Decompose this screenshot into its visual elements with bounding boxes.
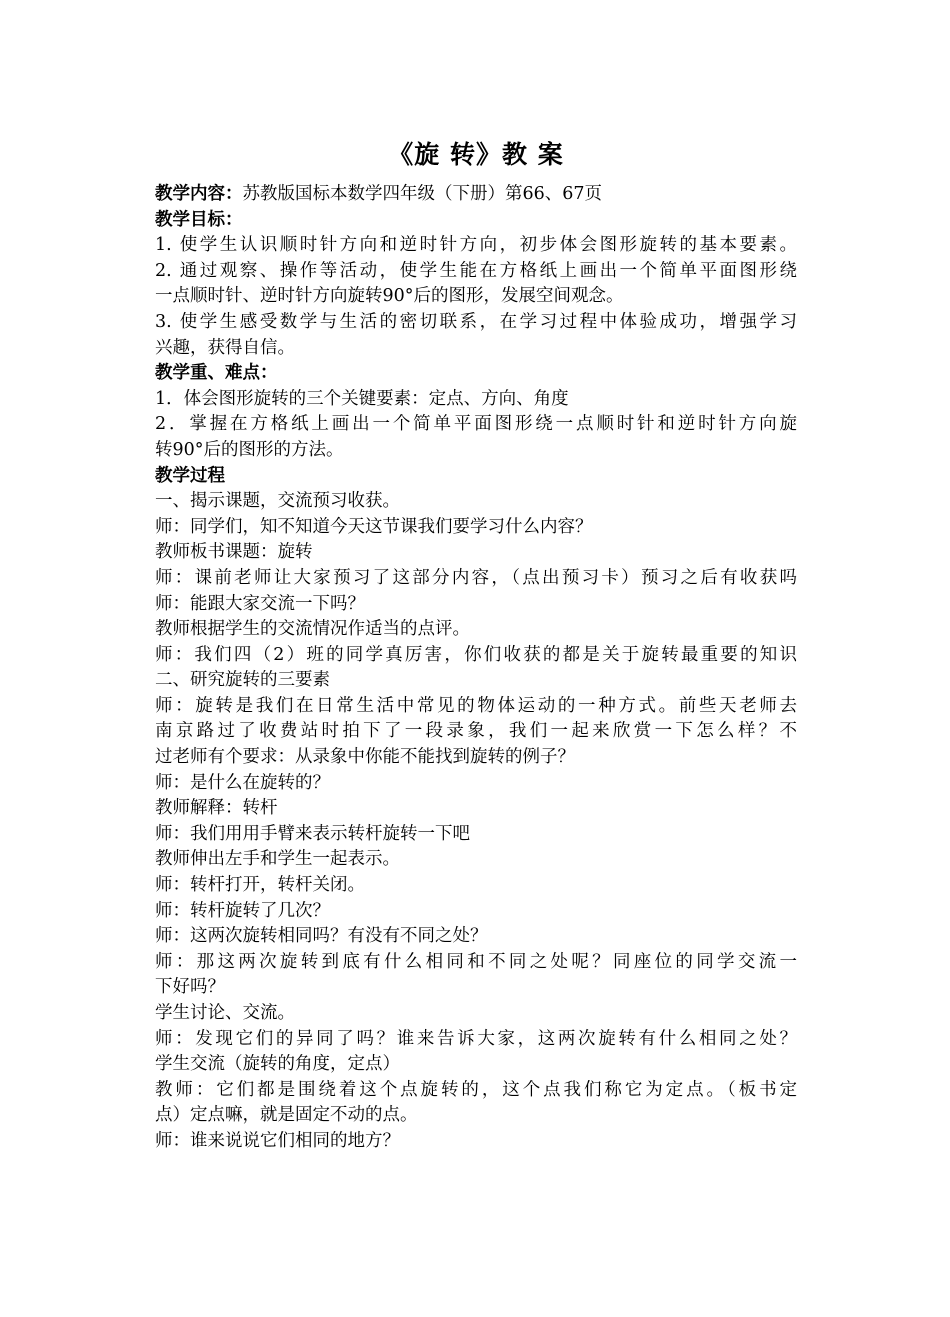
field-value: 苏教版国标本数学四年级（下册）第66、67页 — [242, 184, 603, 204]
text-line: 下好吗？ — [155, 977, 225, 998]
text-line: 点）定点嘛，就是固定不动的点。 — [155, 1105, 418, 1126]
document-body — [155, 182, 797, 1155]
text-line: 师：转杆旋转了几次？ — [155, 900, 330, 921]
text-line: 师：这两次旋转相同吗？有没有不同之处？ — [155, 926, 488, 947]
text-line: 一点顺时针、逆时针方向旋转90°后的图形，发展空间观念。 — [155, 286, 624, 307]
text-line: 学生讨论、交流。 — [155, 1003, 295, 1023]
text-line: 师：能跟大家交流一下吗？ — [155, 593, 365, 614]
text-line: 1. 使学生认识顺时针方向和逆时针方向，初步体会图形旋转的基本要素。 — [155, 235, 797, 256]
text-line: 南京路过了收费站时拍下了一段录象，我们一起来欣赏一下怎么样？不 — [155, 721, 797, 742]
text-line: 教师：它们都是围绕着这个点旋转的，这个点我们称它为定点。（板书定 — [155, 1079, 797, 1100]
text-line: 1．体会图形旋转的三个关键要素：定点、方向、角度 — [155, 388, 569, 409]
text-line: 师：我们用用手臂来表示转杆旋转一下吧 — [155, 823, 470, 844]
text-line: 二、研究旋转的三要素 — [155, 670, 330, 691]
section-heading: 教学过程 — [155, 465, 225, 486]
text-line: 学生交流（旋转的角度，定点） — [155, 1054, 400, 1075]
document-title: 《旋 转》教 案 — [388, 140, 564, 169]
document-page — [155, 140, 797, 1155]
text-line: 师：是什么在旋转的？ — [155, 772, 330, 793]
text-line: 师：我们四（2）班的同学真厉害，你们收获的都是关于旋转最重要的知识 — [155, 644, 797, 665]
text-line: 师：同学们，知不知道今天这节课我们要学习什么内容？ — [155, 516, 593, 537]
text-line: 转90°后的图形的方法。 — [155, 439, 344, 460]
text-line: 师：谁来说说它们相同的地方？ — [155, 1130, 400, 1151]
text-line: 师：旋转是我们在日常生活中常见的物体运动的一种方式。前些天老师去 — [155, 695, 797, 716]
field-label: 教学内容： — [155, 184, 243, 204]
text-line: 教师解释：转杆 — [155, 798, 278, 819]
text-line: 教师板书课题：旋转 — [155, 542, 313, 563]
text-line: 师：那这两次旋转到底有什么相同和不同之处呢？同座位的同学交流一 — [155, 951, 797, 972]
section-heading: 教学目标： — [155, 209, 243, 230]
text-line: 3. 使学生感受数学与生活的密切联系，在学习过程中体验成功，增强学习 — [155, 311, 797, 332]
text-line: 2．掌握在方格纸上画出一个简单平面图形绕一点顺时针和逆时针方向旋 — [155, 414, 797, 435]
text-line: 师：课前老师让大家预习了这部分内容，（点出预习卡）预习之后有收获吗 — [155, 567, 797, 588]
text-line: 2. 通过观察、操作等活动，使学生能在方格纸上画出一个简单平面图形绕 — [155, 260, 797, 281]
text-line: 一、揭示课题，交流预习收获。 — [155, 491, 400, 512]
text-line: 过老师有个要求：从录象中你能不能找到旋转的例子？ — [155, 747, 575, 768]
text-line — [155, 182, 797, 208]
section-heading: 教学重、难点： — [155, 363, 278, 384]
text-line: 教师伸出左手和学生一起表示。 — [155, 849, 400, 870]
text-line: 教师根据学生的交流情况作适当的点评。 — [155, 619, 470, 640]
text-line: 兴趣，获得自信。 — [155, 337, 295, 358]
text-line: 师：发现它们的异同了吗？谁来告诉大家，这两次旋转有什么相同之处？ — [155, 1028, 797, 1049]
text-line: 师：转杆打开，转杆关闭。 — [155, 875, 365, 896]
